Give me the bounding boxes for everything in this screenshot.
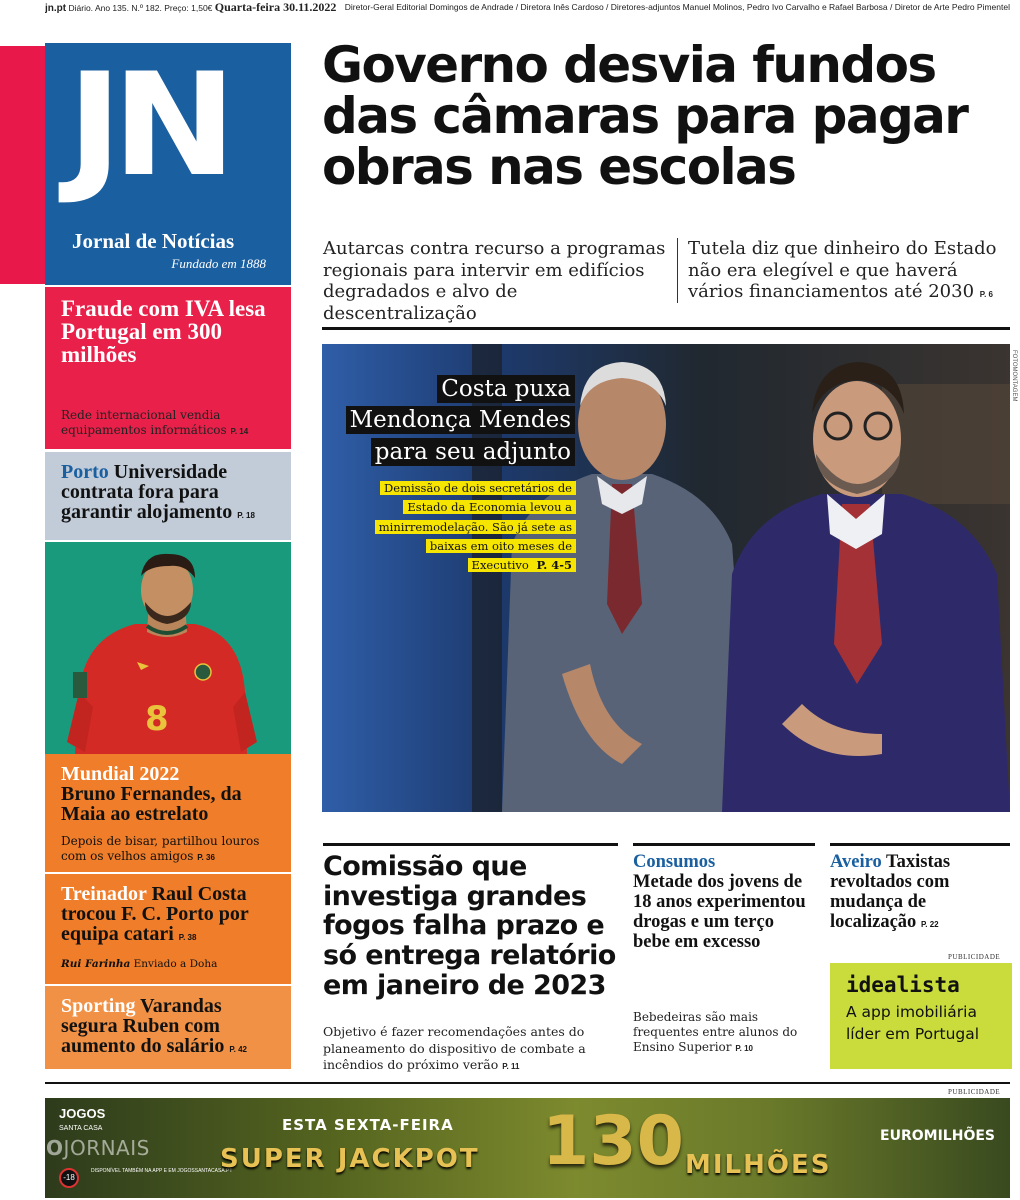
top-info-bar bbox=[45, 0, 1010, 14]
paper-name: Jornal de Notícias bbox=[72, 229, 235, 253]
story-headline: Taxistas revoltados com mudança de localização bbox=[830, 852, 951, 932]
euromilhoes-brand: EUROMILHÕES bbox=[880, 1128, 995, 1144]
idealista-text: A app imobiliária líder em Portugal bbox=[846, 1003, 980, 1044]
story-comissao[interactable] bbox=[323, 852, 618, 1073]
player-photo[interactable] bbox=[45, 542, 291, 754]
story-kicker: Mundial 2022 bbox=[61, 763, 180, 785]
story-kicker: Aveiro bbox=[830, 852, 882, 872]
advertising-label: PUBLICIDADE bbox=[948, 953, 1001, 961]
small-print: DISPONÍVEL TAMBÉM NA APP E EM JOGOSSANTACASA.PT bbox=[91, 1168, 233, 1174]
dateline: Enviado a Doha bbox=[133, 958, 218, 970]
jn-logo: JN bbox=[67, 43, 227, 208]
story-porto-universidade[interactable] bbox=[45, 452, 291, 540]
jogos-label: JOGOS bbox=[59, 1106, 106, 1121]
sapo-label: SAPO bbox=[0, 1136, 64, 1160]
photo-headline[interactable] bbox=[335, 374, 575, 468]
story-headline: Comissão que investiga grandes fogos falha prazo e só entrega relatório em janeiro de 2023 bbox=[323, 851, 616, 1001]
story-consumos[interactable] bbox=[633, 853, 815, 1055]
sapo-jornais-watermark bbox=[0, 1136, 150, 1160]
photo-subhead-text: Demissão de dois secretários de Estado da Economia levou a minirremodelação. São já sete as baixas em oito meses de Executivo bbox=[378, 481, 572, 573]
story-kicker: Sporting bbox=[61, 995, 136, 1017]
masthead[interactable] bbox=[45, 43, 291, 285]
story-headline: Bruno Fernandes, da Maia ao estrelato bbox=[61, 783, 242, 825]
story-headline: Raul Costa trocou F. C. Porto por equipa catari bbox=[61, 883, 249, 945]
deck-text: Tutela diz que dinheiro do Estado não era elegível e que haverá vários financiamentos até 2030 bbox=[688, 238, 997, 303]
idealista-ad[interactable] bbox=[830, 963, 1012, 1069]
photo-headline-line: Mendonça Mendes bbox=[346, 406, 575, 434]
photo-credit: FOTOMONTAGEM bbox=[1011, 350, 1017, 402]
jornais-label: JORNAIS bbox=[63, 1136, 150, 1160]
milhoes-text: MILHÕES bbox=[685, 1150, 832, 1180]
page-ref: P. 4-5 bbox=[536, 558, 572, 573]
page-ref: P. 36 bbox=[197, 853, 215, 862]
football-player-illustration bbox=[45, 542, 291, 754]
author-name: Rui Farinha bbox=[61, 958, 131, 970]
story-kicker: Consumos bbox=[633, 852, 716, 872]
story-text: Bebedeiras são mais frequentes entre alunos do Ensino Superior bbox=[633, 1009, 798, 1054]
photo-headline-line: Costa puxa bbox=[437, 375, 575, 403]
idealista-brand: idealista bbox=[846, 973, 960, 997]
advertising-label: PUBLICIDADE bbox=[948, 1088, 1001, 1096]
story-headline: Metade dos jovens de 18 anos experimentou drogas e um terço bebe em excesso bbox=[633, 871, 806, 952]
founded-line: Fundado em 1888 bbox=[171, 256, 266, 271]
main-deck-left: Autarcas contra recurso a programas regionais para intervir em edifícios degradados e alvo de descentralização bbox=[323, 238, 666, 324]
story-text: Depois de bisar, partilhou louros com os velhos amigos bbox=[61, 834, 260, 863]
story-text: Objetivo é fazer recomendações antes do planeamento do dispositivo de combate a incêndios do próximo verão bbox=[323, 1024, 586, 1072]
page-ref: P. 11 bbox=[502, 1061, 520, 1071]
story-headline: Varandas segura Ruben com aumento do salário bbox=[61, 995, 225, 1057]
svg-text:8: 8 bbox=[145, 699, 169, 739]
euromilhoes-ad[interactable] bbox=[45, 1098, 1010, 1198]
page-ref: P. 14 bbox=[230, 427, 249, 436]
photo-subhead bbox=[368, 477, 576, 574]
santacasa-label: SANTA CASA bbox=[59, 1124, 103, 1132]
super-jackpot-text: SUPER JACKPOT bbox=[220, 1144, 480, 1174]
story-kicker: Treinador bbox=[61, 883, 147, 905]
edition-info: Diário. Ano 135. N.º 182. Preço: 1,50€ bbox=[68, 3, 213, 13]
page-ref: P. 18 bbox=[237, 511, 255, 520]
ad-date-line: ESTA SEXTA-FEIRA bbox=[282, 1116, 454, 1134]
story-rule bbox=[633, 843, 815, 846]
jogos-santacasa-logo bbox=[59, 1108, 105, 1132]
site-url[interactable]: jn.pt bbox=[45, 3, 67, 14]
red-accent-strip bbox=[0, 46, 45, 284]
story-text: Rede internacional vendia equipamentos informáticos bbox=[61, 408, 227, 437]
jackpot-amount: 130 bbox=[542, 1102, 684, 1181]
page-ref: P. 22 bbox=[920, 919, 939, 929]
story-treinador[interactable] bbox=[45, 874, 291, 984]
story-rule bbox=[323, 843, 618, 846]
story-rule bbox=[830, 843, 1010, 846]
page-ref: P. 38 bbox=[178, 933, 197, 942]
photo-headline-line: para seu adjunto bbox=[371, 438, 575, 466]
story-mundial[interactable] bbox=[45, 754, 291, 872]
main-headline[interactable]: Governo desvia fundos das câmaras para pagar obras nas escolas bbox=[322, 36, 968, 196]
page-ref: P. 10 bbox=[735, 1043, 754, 1053]
story-fraude-iva[interactable] bbox=[45, 287, 291, 449]
ad-divider bbox=[45, 1082, 1010, 1084]
staff-credits: Diretor-Geral Editorial Domingos de Andrade / Diretora Inês Cardoso / Diretores-adjuntos Manuel Molinos, Pedro Ivo Carvalho e Rafael Barbosa / Diretor de Arte Pedro Pimentel bbox=[344, 2, 1010, 12]
story-kicker: Porto bbox=[61, 461, 109, 483]
section-divider bbox=[322, 327, 1010, 330]
edition-date: Quarta-feira 30.11.2022 bbox=[214, 0, 337, 14]
page-ref: P. 42 bbox=[229, 1045, 247, 1054]
story-headline: Universidade contrata fora para garantir alojamento bbox=[61, 461, 233, 523]
story-headline: Fraude com IVA lesa Portugal em 300 milhões bbox=[61, 296, 266, 367]
story-sporting[interactable] bbox=[45, 986, 291, 1069]
age-restriction-badge: -18 bbox=[59, 1168, 79, 1188]
main-deck-right bbox=[677, 238, 1012, 303]
story-aveiro[interactable] bbox=[830, 853, 1012, 933]
page-ref: P. 6 bbox=[979, 290, 993, 300]
